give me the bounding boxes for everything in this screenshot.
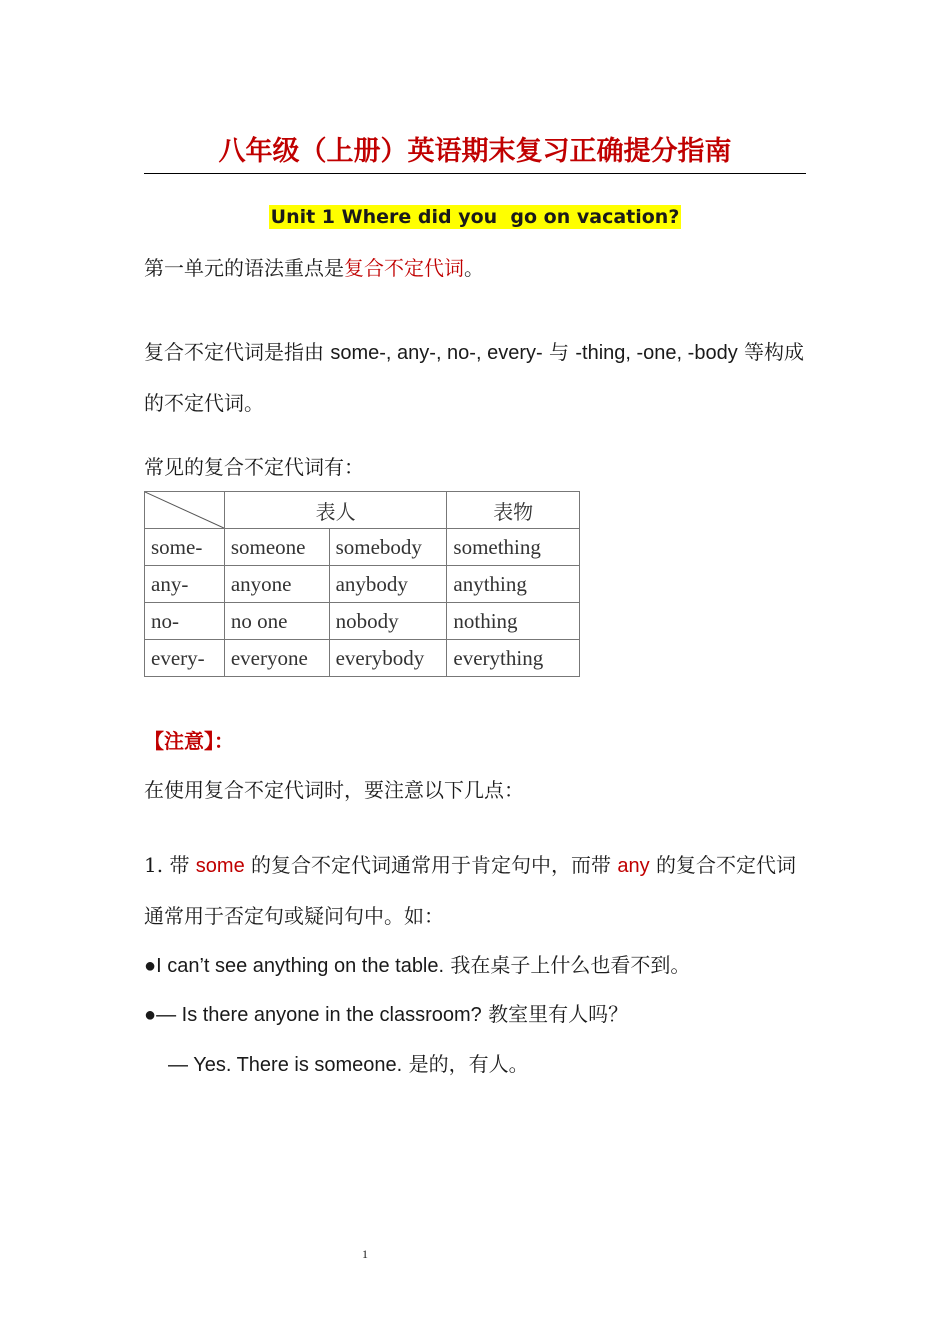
example-sentence-3 xyxy=(168,1049,830,1080)
table-cell: every- xyxy=(145,640,225,677)
p2-prefixes: some-, any-, no-, every- xyxy=(330,342,543,364)
table-cell: everyone xyxy=(224,640,329,677)
point1-any: any xyxy=(617,855,650,877)
example-sentence-1 xyxy=(144,950,806,981)
example-1-english: ●I can’t see anything on the table. xyxy=(144,955,445,977)
point1-middle: 的复合不定代词通常用于肯定句中，而带 xyxy=(244,853,618,877)
title-underline xyxy=(144,173,806,174)
table-cell: any- xyxy=(145,566,225,603)
p2-part2: 与 xyxy=(542,340,576,364)
p2-part1: 复合不定代词是指由 xyxy=(144,340,331,364)
paragraph-note-intro: 在使用复合不定代词时，要注意以下几点： xyxy=(144,778,524,802)
table-header-row xyxy=(145,492,580,529)
table-row xyxy=(145,603,580,640)
p1-highlight: 复合不定代词 xyxy=(344,256,464,280)
unit-heading xyxy=(0,203,950,231)
page-number: 1 xyxy=(362,1247,368,1261)
table-row xyxy=(145,529,580,566)
table-cell: somebody xyxy=(329,529,447,566)
table-cell: anyone xyxy=(224,566,329,603)
p1-end: 。 xyxy=(464,256,484,280)
example-3-chinese: 是的，有人。 xyxy=(402,1052,529,1076)
table-cell: no one xyxy=(224,603,329,640)
unit-heading-text: Unit 1 Where did you go on vacation? xyxy=(270,206,680,228)
pronoun-table xyxy=(144,491,580,677)
point1-number: 1. 带 xyxy=(144,853,196,877)
example-sentence-2 xyxy=(144,999,806,1030)
p2-part3: 等构成的不定代词。 xyxy=(144,340,805,415)
paragraph-definition xyxy=(144,327,806,428)
table-cell: everything xyxy=(447,640,580,677)
example-2-chinese: 教室里有人吗？ xyxy=(481,1002,629,1026)
table-cell: something xyxy=(447,529,580,566)
p1-text: 第一单元的语法重点是 xyxy=(144,256,344,280)
page-title: 八年级（上册）英语期末复习正确提分指南 xyxy=(218,136,732,167)
point1-end: 的复合不定代词通常用于否定句或疑问句中。如： xyxy=(144,853,797,928)
table-header-thing: 表物 xyxy=(447,492,580,529)
note-label: 【注意】： xyxy=(144,729,234,753)
table-cell: everybody xyxy=(329,640,447,677)
table-cell: nobody xyxy=(329,603,447,640)
example-2-english: ●— Is there anyone in the classroom? xyxy=(144,1004,482,1026)
paragraph-grammar-focus xyxy=(144,253,806,283)
table-cell: nothing xyxy=(447,603,580,640)
p2-suffixes: -thing, -one, -body xyxy=(575,342,738,364)
table-cell: some- xyxy=(145,529,225,566)
example-1-chinese: 我在桌子上什么也看不到。 xyxy=(444,953,691,977)
table-header-person: 表人 xyxy=(224,492,447,529)
point1-some: some xyxy=(195,855,245,877)
table-cell: someone xyxy=(224,529,329,566)
table-cell: anybody xyxy=(329,566,447,603)
example-3-english: — Yes. There is someone. xyxy=(168,1054,403,1076)
table-row xyxy=(145,566,580,603)
paragraph-point-1 xyxy=(144,840,806,941)
table-cell: no- xyxy=(145,603,225,640)
table-cell: anything xyxy=(447,566,580,603)
table-row xyxy=(145,640,580,677)
table-corner-cell xyxy=(145,492,225,529)
paragraph-common-list: 常见的复合不定代词有： xyxy=(144,455,364,479)
